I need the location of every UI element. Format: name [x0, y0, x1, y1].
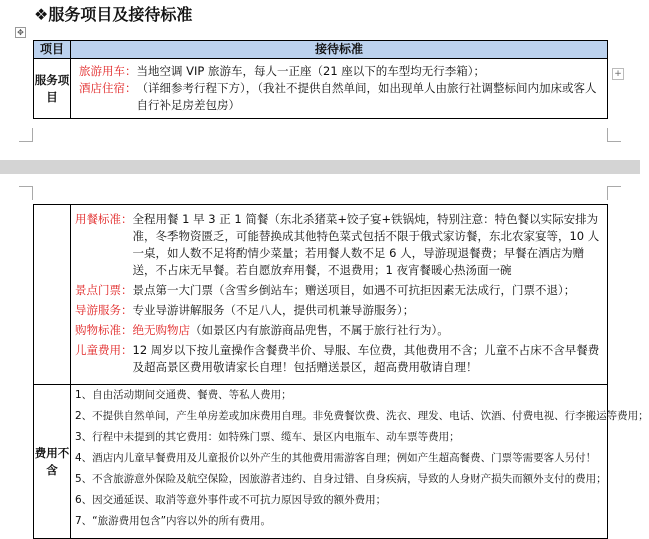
meal-label: 用餐标准：: [75, 211, 133, 226]
list-item: 3、行程中未提到的其它费用：如特殊门票、缆车、景区内电瓶车、动车票等费用；: [75, 431, 460, 443]
child-fee-value: 12 周岁以下按儿童操作含餐费半价、导服、车位费，其他费用不含；儿童不占床不含早餐费及超高景区费用敬请家长自理！包括赠送景区，超高费用敬请自理！: [132, 342, 600, 374]
row-label-blank: [34, 205, 71, 385]
list-item: 1、自由活动期间交通费、餐费、等私人费用；: [75, 389, 292, 401]
document-page-1: [0, 0, 640, 160]
service-content-cell: [71, 59, 608, 119]
page-gap: [0, 160, 640, 174]
hotel-value: （详细参考行程下方），（我社不提供自然单间，如出现单人由旅行社调整标间内加床或客人自行补足房差包房）: [136, 81, 597, 112]
list-item: 6、因交通延误、取消等意外事件或不可抗力原因导致的额外费用；: [75, 494, 387, 506]
column-header-item: 项目: [34, 41, 71, 59]
page-corner-mark: [19, 186, 33, 200]
service-standards-table: [33, 40, 608, 119]
ticket-item: [71, 282, 607, 299]
column-header-standard: 接待标准: [71, 41, 608, 59]
ticket-value: 景点第一大门票（含雪乡倒站车；赠送项目，如遇不可抗拒因素无法成行，门票不退）；: [132, 282, 576, 297]
meal-fee-table: [33, 204, 649, 539]
list-item: 4、酒店内儿童早餐费用及儿童报价以外产生的其他费用需游客自理；例如产生超高餐费、门票等需要客人另付！: [75, 452, 597, 464]
fees-excluded-cell: [71, 385, 649, 539]
meal-value: 全程用餐 1 早 3 正 1 简餐（东北杀猪菜+饺子宴+铁锅炖，特别注意：特色餐以实际安排为准，冬季物资匮乏，可能替换成其他特色菜式包括不限于俄式家访餐，东北农家宴等，10 人一桌，如人数不足将酌情少菜量；若用餐人数不足 6 人，导游现退餐费；早餐在酒店为赠送，不占床无早餐。若自愿放弃用餐，不退费用；1 夜宵餐暖心热汤面一碗: [132, 211, 600, 277]
shopping-item: [71, 322, 607, 339]
child-fee-item: [71, 342, 607, 376]
table-move-handle-icon[interactable]: ✥: [15, 27, 26, 38]
shopping-no-store: 绝无购物店: [132, 322, 190, 337]
meal-item: [71, 211, 607, 279]
hotel-item: [75, 80, 603, 114]
section-heading: ❖服务项目及接待标准: [34, 5, 193, 24]
included-services-cell: [71, 205, 608, 385]
row-label-fees-excluded: 费用不含: [34, 385, 71, 539]
add-row-icon[interactable]: +: [612, 68, 624, 80]
transport-item: [75, 63, 603, 80]
list-item: 2、不提供自然单间，产生单房差或加床费用自理。非免费餐饮费、洗衣、理发、电话、饮酒、付费电视、行李搬运等费用；: [75, 410, 649, 422]
guide-item: [71, 302, 607, 319]
document-page-2: [0, 174, 649, 527]
shopping-value: （如景区内有旅游商品兜售，不属于旅行社行为）。: [190, 322, 449, 337]
page-corner-mark: [607, 128, 621, 142]
guide-value: 专业导游讲解服务（不足八人，提供司机兼导游服务）；: [132, 302, 415, 317]
list-item: 7、“旅游费用包含”内容以外的所有费用。: [75, 515, 272, 527]
fees-excluded-list: [71, 385, 649, 538]
child-fee-label: 儿童费用：: [75, 342, 133, 357]
row-label-service: 服务项目: [34, 59, 71, 119]
hotel-label: 酒店住宿：: [79, 81, 137, 95]
transport-value: 当地空调 VIP 旅游车，每人一正座（21 座以下的车型均无行李箱）；: [136, 64, 486, 78]
list-item: 5、不含旅游意外保险及航空保险，因旅游者违约、自身过错、自身疾病，导致的人身财产损失而额外支付的费用；: [75, 473, 607, 485]
transport-label: 旅游用车：: [79, 64, 137, 78]
page-corner-mark: [19, 128, 33, 142]
shopping-label: 购物标准：: [75, 322, 133, 337]
page-corner-mark: [607, 186, 621, 200]
ticket-label: 景点门票：: [75, 282, 133, 297]
guide-label: 导游服务：: [75, 302, 133, 317]
